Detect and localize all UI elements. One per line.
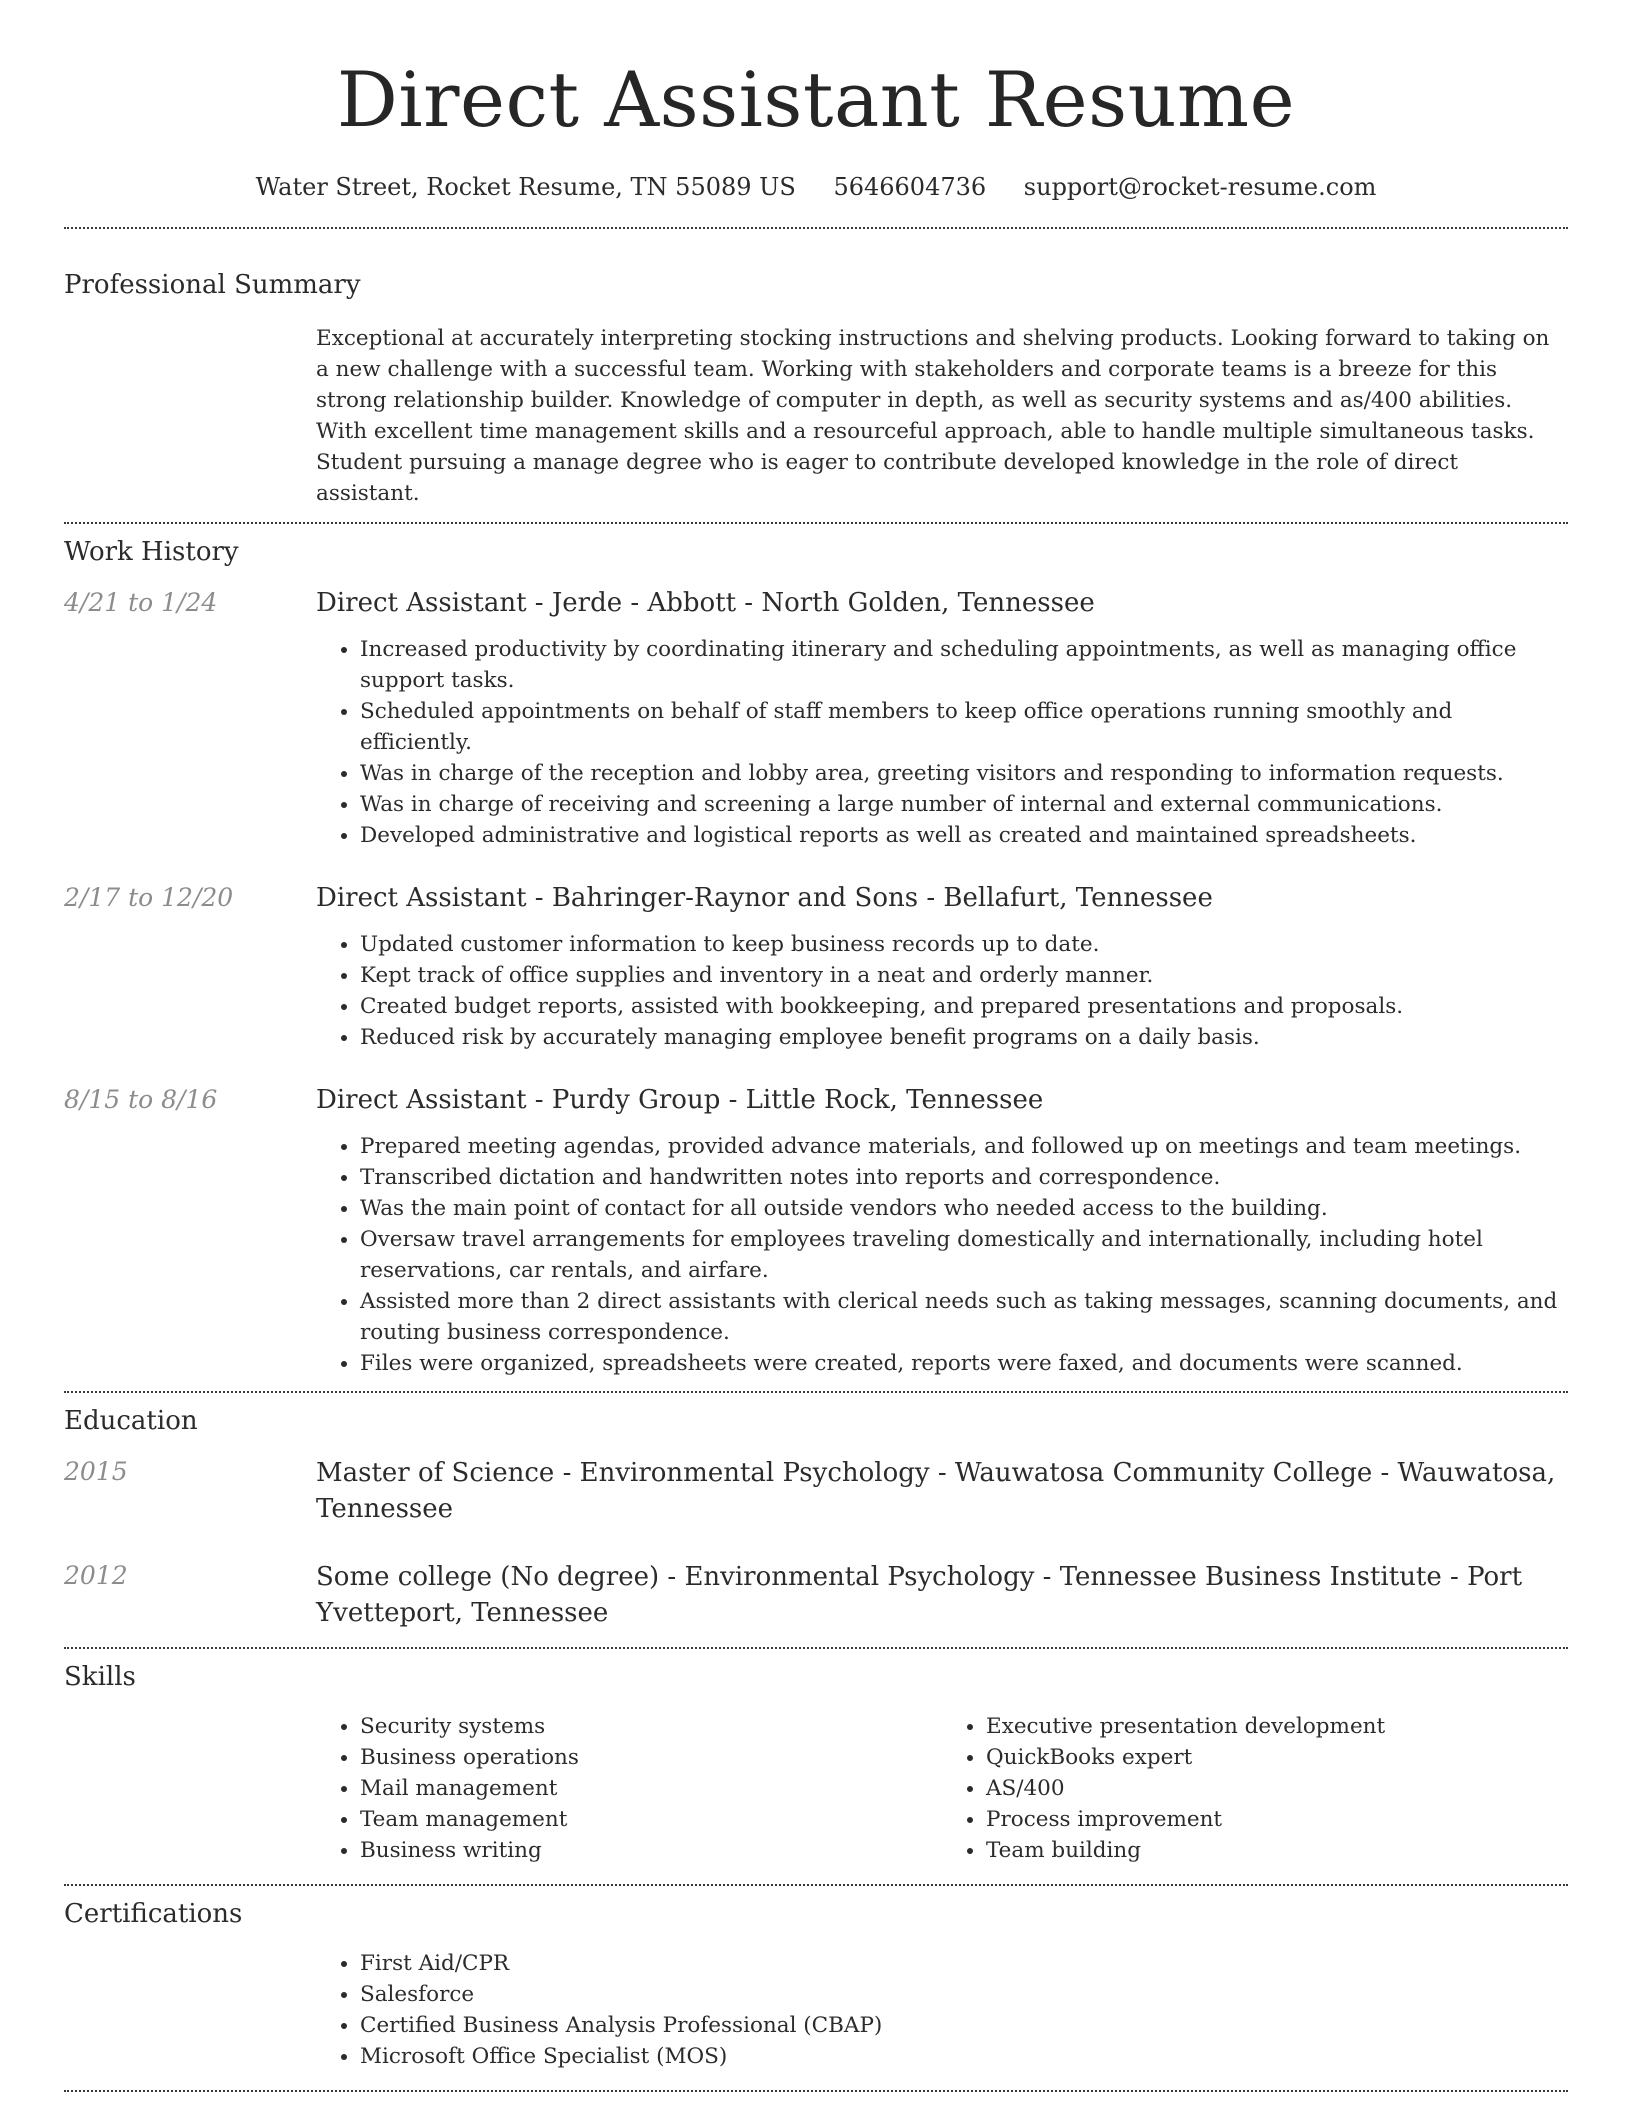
job-dates: 4/21 to 1/24: [64, 588, 218, 617]
skills-column-right: [942, 1711, 1568, 1866]
job-bullet: • Was in charge of receiving and screening a large number of internal and external communications.: [360, 789, 1568, 820]
skill-item: • Executive presentation development: [986, 1711, 1568, 1742]
section-heading-education: Education: [64, 1406, 198, 1436]
section-divider: [64, 1391, 1568, 1393]
section-heading-skills: Skills: [64, 1662, 136, 1692]
job-bullet: • Was in charge of the reception and lobby area, greeting visitors and responding to information requests.: [360, 758, 1568, 789]
certification-item: • Microsoft Office Specialist (MOS): [360, 2041, 1568, 2072]
job-title: Direct Assistant - Jerde - Abbott - North Golden, Tennessee: [316, 588, 1095, 618]
skill-item: • AS/400: [986, 1773, 1568, 1804]
contact-address: Water Street, Rocket Resume, TN 55089 US: [255, 173, 796, 201]
job-bullet: • Scheduled appointments on behalf of staff members to keep office operations running smoothly and efficiently.: [360, 696, 1568, 758]
job-entry: [64, 586, 1568, 851]
contact-line: [64, 172, 1568, 202]
certifications-list: [316, 1948, 1568, 2072]
skills-list: [316, 1711, 1568, 1866]
job-bullet: • Kept track of office supplies and inventory in a neat and orderly manner.: [360, 960, 1568, 991]
section-divider: [64, 2090, 1568, 2092]
job-entry: [64, 881, 1568, 1053]
job-bullet: • Updated customer information to keep business records up to date.: [360, 929, 1568, 960]
job-bullet: • Reduced risk by accurately managing employee benefit programs on a daily basis.: [360, 1022, 1568, 1053]
certification-item: • First Aid/CPR: [360, 1948, 1568, 1979]
skill-item: • Business writing: [360, 1835, 942, 1866]
skills-column-left: [316, 1711, 942, 1866]
job-bullet: • Increased productivity by coordinating itinerary and scheduling appointments, as well as managing office support tasks.: [360, 634, 1568, 696]
education-entry: [64, 1455, 1568, 1527]
job-bullets: [316, 929, 1568, 1053]
education-entry: [64, 1559, 1568, 1631]
job-bullet: • Created budget reports, assisted with bookkeeping, and prepared presentations and proposals.: [360, 991, 1568, 1022]
contact-email: support@rocket-resume.com: [1023, 173, 1377, 201]
job-bullet: • Developed administrative and logistical reports as well as created and maintained spreadsheets.: [360, 820, 1568, 851]
resume-page: [64, 0, 1568, 2092]
summary-row: [64, 323, 1568, 509]
skill-item: • Mail management: [360, 1773, 942, 1804]
job-bullet: • Oversaw travel arrangements for employees traveling domestically and internationally, including hotel reservations, car rentals, and airfare.: [360, 1224, 1568, 1286]
skill-item: • Business operations: [360, 1742, 942, 1773]
contact-phone: 5646604736: [833, 173, 987, 201]
job-title: Direct Assistant - Bahringer-Raynor and Sons - Bellafurt, Tennessee: [316, 883, 1213, 913]
resume-title: Direct Assistant Resume: [336, 55, 1296, 144]
job-bullet: • Files were organized, spreadsheets were created, reports were faxed, and documents were scanned.: [360, 1348, 1568, 1379]
job-bullets: [316, 1131, 1568, 1379]
section-divider: [64, 522, 1568, 524]
job-bullets: [316, 634, 1568, 851]
certification-item: • Salesforce: [360, 1979, 1568, 2010]
section-divider: [64, 227, 1568, 229]
section-heading-certifications: Certifications: [64, 1899, 243, 1929]
job-dates: 8/15 to 8/16: [64, 1085, 218, 1114]
skill-item: • QuickBooks expert: [986, 1742, 1568, 1773]
skill-item: • Team management: [360, 1804, 942, 1835]
education-text: Some college (No degree) - Environmental Psychology - Tennessee Business Institute - Port Yvetteport, Tennessee: [316, 1562, 1523, 1628]
summary-text: Exceptional at accurately interpreting stocking instructions and shelving products. Looking forward to taking on a new challenge with a successful team. Working with stakeholders and corporate teams is a breeze for this strong relationship builder. Knowledge of computer in depth, as well as security systems and as/400 abilities. With excellent time management skills and a resourceful approach, able to handle multiple simultaneous tasks. Student pursuing a manage degree who is eager to contribute developed knowledge in the role of direct assistant.: [316, 326, 1550, 506]
skill-item: • Process improvement: [986, 1804, 1568, 1835]
job-dates: 2/17 to 12/20: [64, 883, 234, 912]
section-divider: [64, 1647, 1568, 1649]
resume-header: [64, 0, 1568, 202]
section-heading-work: Work History: [64, 537, 239, 567]
job-bullet: • Transcribed dictation and handwritten notes into reports and correspondence.: [360, 1162, 1568, 1193]
education-year: 2012: [64, 1561, 128, 1590]
skills-row: [64, 1711, 1568, 1866]
skill-item: • Security systems: [360, 1711, 942, 1742]
education-text: Master of Science - Environmental Psychology - Wauwatosa Community College - Wauwatosa, Tennessee: [316, 1458, 1556, 1524]
job-bullet: • Assisted more than 2 direct assistants with clerical needs such as taking messages, scanning documents, and routing business correspondence.: [360, 1286, 1568, 1348]
section-divider: [64, 1884, 1568, 1886]
job-bullet: • Prepared meeting agendas, provided advance materials, and followed up on meetings and team meetings.: [360, 1131, 1568, 1162]
education-year: 2015: [64, 1457, 128, 1486]
job-bullet: • Was the main point of contact for all outside vendors who needed access to the building.: [360, 1193, 1568, 1224]
job-entry: [64, 1083, 1568, 1379]
certifications-row: [64, 1948, 1568, 2072]
skill-item: • Team building: [986, 1835, 1568, 1866]
certification-item: • Certified Business Analysis Professional (CBAP): [360, 2010, 1568, 2041]
job-title: Direct Assistant - Purdy Group - Little Rock, Tennessee: [316, 1085, 1044, 1115]
section-heading-summary: Professional Summary: [64, 270, 361, 300]
